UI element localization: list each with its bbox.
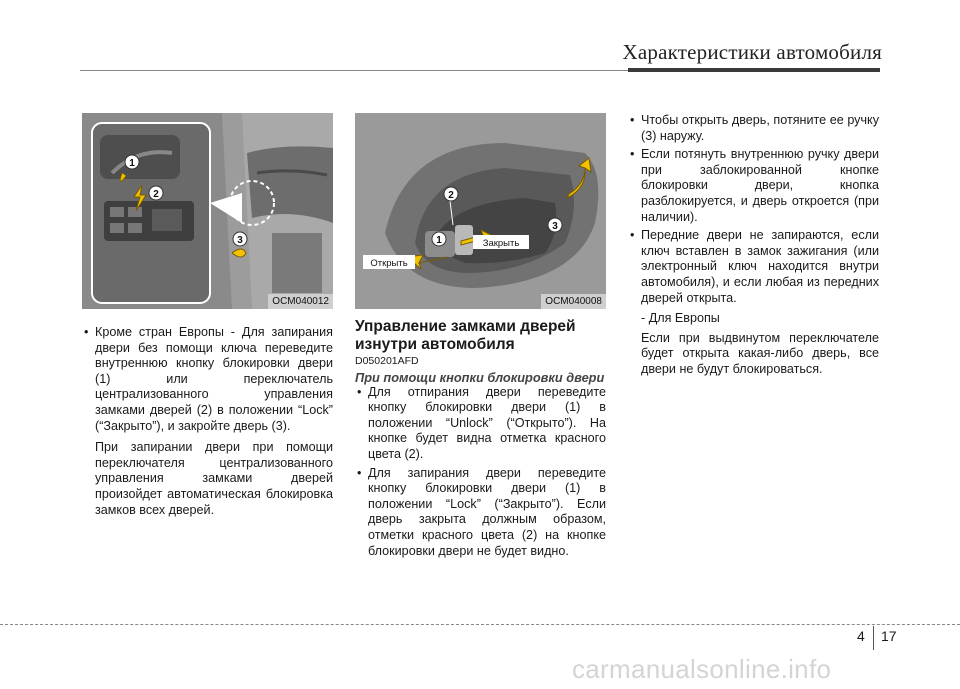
col3-bullet-1: • Чтобы открыть дверь, потяните ее ручку (3) наружу. — [628, 113, 879, 144]
column-1 — [82, 325, 333, 518]
col3-bullet-3: • Передние двери не запираются, если ключ вставлен в замок зажигания (или электронный ключ находится внутри автомобиля), и если любая из передних дверей открыта. — [628, 228, 879, 306]
chapter-number: 4 — [857, 628, 865, 644]
figure-code: OCM040012 — [268, 294, 333, 309]
svg-text:2: 2 — [153, 189, 159, 200]
page-header-title: Характеристики автомобиля — [622, 40, 882, 64]
figure2-marker-2 — [444, 187, 458, 201]
figure2-marker-1 — [432, 232, 446, 246]
figure-code: OCM040008 — [541, 294, 606, 309]
figure1-marker-3 — [233, 232, 247, 246]
col2-bullet-1: • Для отпирания двери переведите кнопку блокировки двери (1) в положении “Unlock” (“Открыто”). На кнопке будет видна отметка красного цвета (2). — [355, 385, 606, 463]
section-code: D050201AFD — [355, 355, 419, 367]
label-close: Закрыть — [482, 238, 520, 249]
figure-door-handle — [355, 113, 606, 309]
door-handle-illustration — [355, 113, 606, 309]
svg-text:1: 1 — [436, 235, 442, 246]
footer-rule — [0, 624, 960, 625]
col3-sub-heading: - Для Европы — [641, 311, 720, 326]
header-rule-accent — [628, 68, 880, 72]
col1-paragraph-2: При запирании двери при помощи переключателя централизованного управления замками дверей произойдет автоматическая блокировка замков всех дверей. — [95, 440, 333, 517]
figure2-marker-3 — [548, 218, 562, 232]
label-open: Открыть — [370, 258, 408, 269]
figure-door-interior — [82, 113, 333, 309]
page-number: 17 — [881, 628, 897, 644]
door-interior-illustration — [82, 113, 333, 309]
col3-sub-text: Если при выдвинутом переключателе будет открыта какая-либо дверь, все двери не будут блокироваться. — [641, 330, 879, 376]
section-subtitle: При помощи кнопки блокировки двери — [355, 369, 605, 385]
column-2 — [355, 318, 606, 559]
svg-text:2: 2 — [448, 190, 454, 201]
svg-text:3: 3 — [237, 235, 243, 246]
page-number-divider — [873, 626, 874, 650]
col2-bullet-2: • Для запирания двери переведите кнопку блокировки двери (1) в положении “Lock” (“Закрыто”). Если дверь закрыта должным образом, отметки красного цвета (2) на кнопке блокировки двери не будет видно. — [355, 466, 606, 560]
figure1-marker-1 — [125, 155, 139, 169]
section-title: Управление замками дверей изнутри автомобиля — [355, 318, 576, 353]
svg-text:3: 3 — [552, 221, 558, 232]
watermark: carmanualsonline.info — [572, 654, 832, 684]
figure1-marker-2 — [149, 186, 163, 200]
column-3 — [628, 113, 879, 378]
col3-bullet-2: • Если потянуть внутреннюю ручку двери при заблокированной кнопке блокировки двери, кнопка разблокируется, и дверь откроется (при наличии). — [628, 147, 879, 225]
col1-bullet-1: • Кроме стран Европы - Для запирания двери без помощи ключа переведите внутреннюю кнопку блокировки двери (1) или переключатель централизованного управления замками дверей (2) в положении “Lock” (“Закрыто”), и закройте дверь (3). — [82, 325, 333, 434]
svg-text:1: 1 — [129, 158, 135, 169]
